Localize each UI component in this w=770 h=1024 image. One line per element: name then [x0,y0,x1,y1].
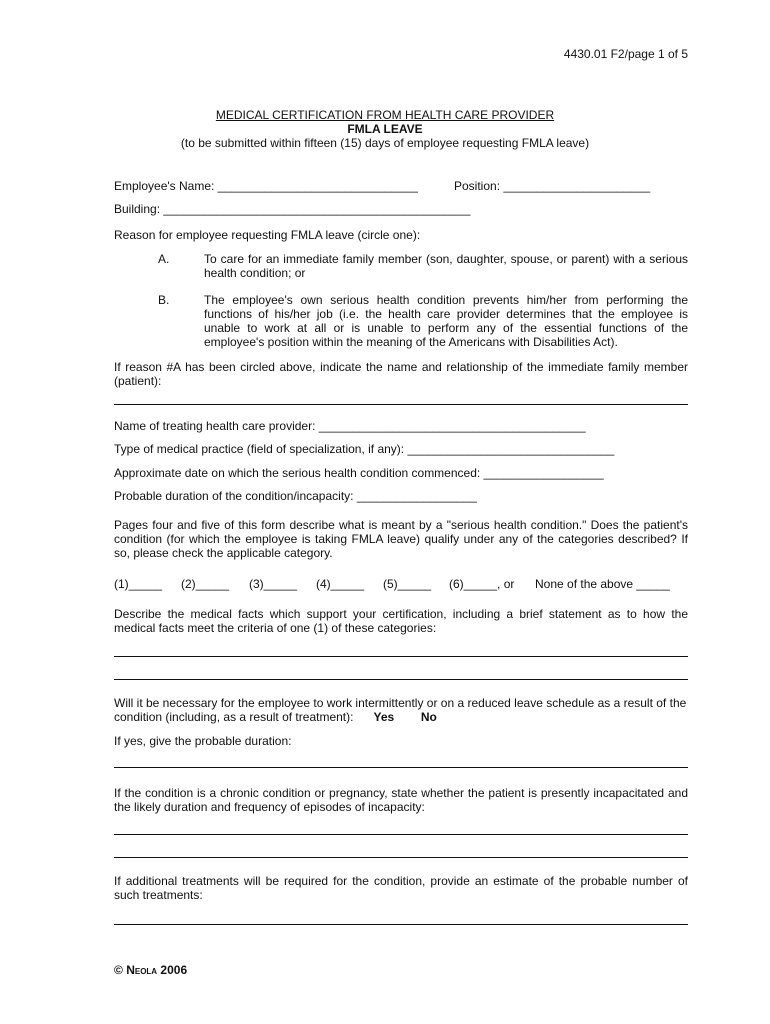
reason-option-a-letter[interactable]: A. [158,252,170,266]
intermittent-followup: If yes, give the probable duration: [114,734,292,748]
date-commenced-field[interactable]: Approximate date on which the serious health condition commenced: __________________ [114,466,604,480]
yes-option[interactable]: Yes [373,710,395,724]
chronic-prompt: If the condition is a chronic condition or pregnancy, state whether the patient is presently incapacitated and the likely duration and frequency of episodes of incapacity: [114,786,688,814]
intermittent-question [114,696,688,724]
patient-answer-line[interactable] [114,404,688,405]
category-2[interactable]: (2)_____ [181,577,230,591]
building-field[interactable]: Building: ______________________________________________ [114,202,471,216]
medical-facts-prompt: Describe the medical facts which support your certification, including a brief statement as to how the medical facts meet the criteria of one (1) of these categories: [114,607,688,635]
intermittent-duration-line[interactable] [114,767,688,768]
intermittent-text: Will it be necessary for the employee to work intermittently or on a reduced leave schedule as a result of the condition (including, as a result of treatment): [114,696,687,724]
category-3[interactable]: (3)_____ [249,577,298,591]
probable-duration-field[interactable]: Probable duration of the condition/incapacity: __________________ [114,489,477,503]
position-field[interactable]: Position: ______________________ [454,179,651,193]
form-reference: 4430.01 F2/page 1 of 5 [563,47,688,61]
employee-name-field[interactable]: Employee's Name: ______________________________ [114,179,418,193]
no-option[interactable]: No [420,710,437,724]
copyright-symbol: © [114,963,123,977]
reason-option-a-text: To care for an immediate family member (son, daughter, spouse, or parent) with a serious health condition; or [204,252,688,280]
reason-option-b-letter[interactable]: B. [158,293,170,307]
chronic-line-1[interactable] [114,834,688,835]
practice-type-field[interactable]: Type of medical practice (field of specialization, if any): _______________________________ [114,442,615,456]
medical-facts-line-2[interactable] [114,679,688,680]
category-none[interactable]: None of the above _____ [535,577,670,591]
reason-prompt: Reason for employee requesting FMLA leave (circle one): [114,228,421,242]
copyright-footer [114,963,187,977]
form-subtitle: FMLA LEAVE [347,122,423,136]
category-1[interactable]: (1)_____ [114,577,163,591]
category-4[interactable]: (4)_____ [316,577,365,591]
copyright-org: Neola [126,963,158,977]
category-5[interactable]: (5)_____ [383,577,432,591]
additional-treatments-line[interactable] [114,924,688,925]
reason-a-followup: If reason #A has been circled above, indicate the name and relationship of the immediate family member (patient): [114,360,688,388]
serious-condition-text: Pages four and five of this form describe what is meant by a "serious health condition." Does the patient's condition (for which the employee is taking FMLA leave) qualify under any of the categories described? If so, please check the applicable category. [114,518,688,560]
form-title: MEDICAL CERTIFICATION FROM HEALTH CARE PROVIDER [215,108,555,122]
provider-name-field[interactable]: Name of treating health care provider: ________________________________________ [114,419,586,433]
medical-facts-line-1[interactable] [114,656,688,657]
additional-treatments-prompt: If additional treatments will be required for the condition, provide an estimate of the probable number of such treatments: [114,874,688,902]
chronic-line-2[interactable] [114,857,688,858]
category-6[interactable]: (6)_____, or [449,577,515,591]
copyright-year: 2006 [160,963,188,977]
reason-option-b-text: The employee's own serious health condition prevents him/her from performing the functions of his/her job (i.e. the health care provider determines that the employee is unable to work at all or is unable to perform any of the essential functions of the employee's position within the meaning of the Americans with Disabilities Act). [204,293,688,349]
submission-note: (to be submitted within fifteen (15) days of employee requesting FMLA leave) [180,136,590,150]
